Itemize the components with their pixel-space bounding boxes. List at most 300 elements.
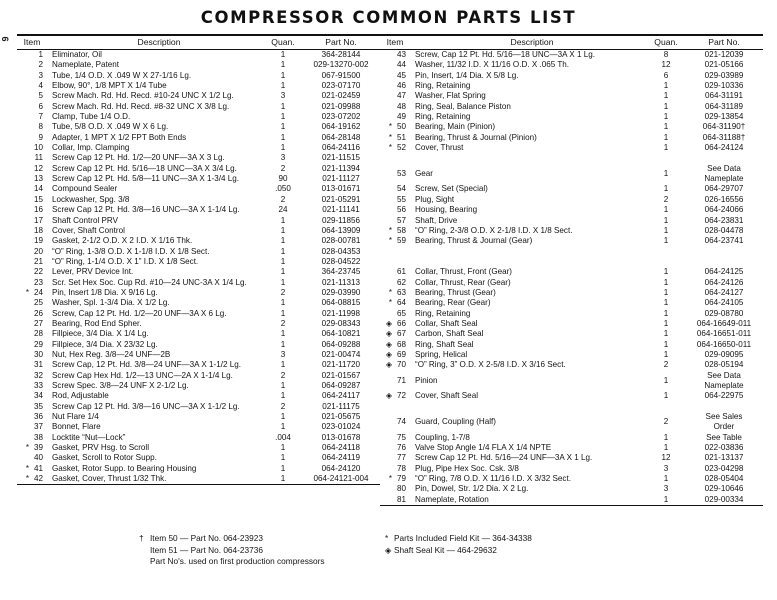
table-row <box>17 174 380 184</box>
cell-quantity: 1 <box>280 339 286 349</box>
parts-table-left <box>17 34 380 484</box>
cell-quantity: 1 <box>280 277 286 287</box>
cell-part-no: 064-16649-011 <box>696 318 752 328</box>
item-number: 21 <box>33 256 43 266</box>
item-number: 58 <box>396 225 406 235</box>
cell-item <box>17 205 47 215</box>
item-number: 71 <box>396 375 406 385</box>
cell-description: Fillpiece, 3/4 Dia. X 1/4 Lg. <box>52 329 149 339</box>
footnote-text: Part No's. used on first production compressors <box>150 556 325 567</box>
kit-marker-icon: ◈ <box>385 339 392 349</box>
table-row <box>17 81 380 91</box>
footnote-line <box>385 533 763 545</box>
table-row <box>380 91 763 101</box>
cell-item <box>380 216 410 226</box>
item-number: 72 <box>396 391 406 401</box>
table-body-right <box>380 50 763 506</box>
cell-part-no: 064-23741 <box>704 236 744 246</box>
table-row <box>380 133 763 143</box>
cell-item <box>17 474 47 484</box>
footnote-text: Parts Included Field Kit — 364-34338 <box>394 533 532 543</box>
col-header-part-no: Part No. <box>683 35 763 50</box>
cell-item <box>380 133 410 143</box>
cell-quantity: 1 <box>663 215 669 225</box>
kit-marker-icon: * <box>388 298 392 308</box>
item-number: 79 <box>396 474 406 484</box>
cell-part-no: 064-24105 <box>704 298 744 308</box>
table-row <box>17 60 380 70</box>
cell-part-no: 021-11394 <box>321 163 361 173</box>
kit-marker-icon: * <box>388 236 392 246</box>
cell-quantity <box>649 153 683 163</box>
table-row <box>17 402 380 412</box>
cell-item <box>17 288 47 298</box>
cell-part-no: 064-24120 <box>321 463 361 473</box>
cell-part-no: 028-05404 <box>704 474 744 484</box>
cell-part-no: 064-24125 <box>704 267 744 277</box>
cell-description: Ring, Seal, Balance Piston <box>415 101 511 111</box>
cell-description: Screw Cap 12 Pt. Hd. 5/16—24 UNF—3A X 1 Lg. <box>415 453 593 463</box>
table-row <box>17 278 380 288</box>
item-number: 61 <box>396 267 406 277</box>
cell-item <box>380 278 410 288</box>
page-folio: 9 <box>0 36 11 42</box>
table-row <box>17 71 380 81</box>
cell-description: Screw Cap Hex Hd. 1/2—13 UNC—2A X 1-1/4 Lg. <box>52 370 233 380</box>
cell-part-no: 064-22975 <box>704 391 744 401</box>
cell-item <box>380 484 410 494</box>
cell-description: Collar, Thrust, Front (Gear) <box>415 267 513 277</box>
cell-description: Housing, Bearing <box>415 205 478 215</box>
cell-description: Pin, Dowel, Str. 1/2 Dia. X 2 Lg. <box>415 484 529 494</box>
cell-quantity <box>649 257 683 267</box>
item-number: 42 <box>33 474 43 484</box>
cell-item <box>380 112 410 122</box>
cell-part-no <box>683 257 763 267</box>
cell-item <box>17 278 47 288</box>
table-row <box>17 267 380 277</box>
cell-quantity: 8 <box>663 50 669 59</box>
cell-description: Screw Cap 12 Pt. Hd. 3/8—16 UNC—3A X 1-1/4 Lg. <box>52 205 240 215</box>
cell-part-no: 064-29707 <box>704 184 744 194</box>
cell-quantity: 1 <box>663 122 669 132</box>
cell-item <box>380 153 410 163</box>
cell-quantity: 1 <box>280 225 286 235</box>
cell-description: Ring, Retaining <box>415 112 471 122</box>
cell-description: Washer, Spl. 1-3/4 Dia. X 1/2 Lg. <box>52 298 170 308</box>
cell-item <box>380 102 410 112</box>
cell-part-no: 064-31189 <box>704 101 744 111</box>
cell-part-no: 028-05194 <box>704 360 744 370</box>
kit-marker-icon: * <box>388 132 392 142</box>
table-row <box>17 50 380 61</box>
footnote-text: Item 51 — Part No. 064-23736 <box>150 544 263 555</box>
cell-description: Lever, PRV Device Int. <box>52 267 134 277</box>
cell-part-no <box>683 247 763 257</box>
part-no-line: See Data <box>707 163 741 173</box>
cell-quantity: 1 <box>663 329 669 339</box>
cell-quantity: 12 <box>661 453 671 463</box>
table-row <box>380 102 763 112</box>
cell-part-no: 029-10336 <box>704 81 744 91</box>
cell-item <box>380 495 410 505</box>
cell-part-no: 064-24117 <box>321 391 361 401</box>
cell-part-no: 021-09988 <box>321 101 361 111</box>
cell-description: Fillpiece, 3/4 Dia. X 23/32 Lg. <box>52 339 158 349</box>
item-number: 45 <box>396 70 406 80</box>
table-body-left <box>17 50 380 485</box>
part-no-line: Nameplate <box>704 381 744 390</box>
cell-item <box>380 247 410 257</box>
part-no-line: Nameplate <box>704 174 744 184</box>
cell-item <box>380 453 410 463</box>
cell-item <box>380 257 410 267</box>
cell-item <box>380 71 410 81</box>
cell-quantity: 1 <box>280 236 286 246</box>
item-number: 66 <box>396 318 406 328</box>
cell-item <box>380 195 410 205</box>
cell-part-no: 064-09288 <box>321 339 361 349</box>
cell-item <box>380 329 410 339</box>
item-number: 50 <box>396 122 406 132</box>
cell-item <box>17 133 47 143</box>
cell-item <box>17 216 47 226</box>
table-row <box>17 236 380 246</box>
item-number: 9 <box>38 132 43 142</box>
cell-description: Coupling, 1-7/8 <box>415 432 470 442</box>
cell-part-no: 064-09287 <box>321 381 361 390</box>
item-number: 22 <box>33 267 43 277</box>
cell-description: Carbon, Shaft Seal <box>415 329 484 339</box>
table-row <box>380 278 763 288</box>
cell-quantity: 1 <box>280 70 286 80</box>
table-row <box>17 102 380 112</box>
footnote-line <box>139 533 385 545</box>
item-number: 24 <box>33 287 43 297</box>
parts-table-right-wrap <box>380 34 763 505</box>
cell-part-no: 023-04298 <box>704 463 744 473</box>
table-spacer-row <box>380 402 763 412</box>
cell-quantity <box>649 247 683 257</box>
cell-description: Shaft Control PRV <box>52 215 118 225</box>
cell-description: Spring, Helical <box>415 349 468 359</box>
cell-description: Nut, Hex Reg. 3/8—24 UNF—2B <box>52 349 171 359</box>
cell-item <box>17 391 47 401</box>
cell-description: Ring, Retaining <box>415 81 471 91</box>
table-row <box>380 309 763 319</box>
cell-item <box>17 402 47 412</box>
cell-description <box>410 402 649 412</box>
kit-marker-icon: ◈ <box>385 391 392 401</box>
footnotes-right <box>385 533 763 568</box>
cell-description: Bearing, Thrust (Gear) <box>415 287 496 297</box>
cell-item <box>17 371 47 381</box>
table-row <box>380 226 763 236</box>
kit-marker-icon: ◈ <box>385 360 392 370</box>
item-number: 32 <box>33 370 43 380</box>
table-spacer-row <box>380 153 763 163</box>
cell-description: Cover, Shaft Control <box>52 225 125 235</box>
cell-description: Nameplate, Patent <box>52 60 120 70</box>
kit-marker-icon: * <box>388 287 392 297</box>
item-number: 34 <box>33 391 43 401</box>
cell-quantity: 1 <box>280 463 286 473</box>
cell-quantity: 2 <box>280 318 286 328</box>
cell-description: Shaft, Drive <box>415 215 458 225</box>
cell-part-no: 021-01567 <box>321 370 361 380</box>
cell-item <box>17 236 47 246</box>
table-row <box>380 288 763 298</box>
item-number: 11 <box>34 153 43 163</box>
cell-quantity: 2 <box>663 194 669 204</box>
cell-part-no <box>683 153 763 163</box>
table-row <box>380 164 763 185</box>
cell-item <box>17 350 47 360</box>
cell-description: Screw Mach. Rd. Hd. Recd. #10-24 UNC X 1/2 Lg. <box>52 91 234 101</box>
cell-item <box>380 205 410 215</box>
cell-item <box>17 267 47 277</box>
cell-quantity: 1 <box>280 81 286 91</box>
item-number: 56 <box>396 205 406 215</box>
cell-part-no: 029-03989 <box>704 70 744 80</box>
table-row <box>380 495 763 505</box>
cell-item <box>17 422 47 432</box>
item-number: 39 <box>33 443 43 453</box>
cell-description: Cover, Shaft Seal <box>415 391 478 401</box>
table-row <box>17 195 380 205</box>
cell-part-no: 028-04353 <box>321 246 361 256</box>
item-number: 17 <box>33 215 43 225</box>
table-row <box>17 443 380 453</box>
cell-item <box>17 257 47 267</box>
cell-description: Gasket, Rotor Supp. to Bearing Housing <box>52 463 197 473</box>
cell-item <box>17 226 47 236</box>
cell-quantity: 1 <box>280 132 286 142</box>
cell-item <box>380 350 410 360</box>
cell-item <box>17 50 47 61</box>
item-number: 2 <box>38 60 43 70</box>
item-number: 68 <box>396 339 406 349</box>
item-number: 54 <box>396 184 406 194</box>
cell-item <box>17 247 47 257</box>
item-number: 41 <box>33 463 43 473</box>
cell-part-no: 064-19162 <box>321 122 361 132</box>
item-number: 12 <box>33 163 43 173</box>
cell-description: Lockwasher, Spg. 3/8 <box>52 194 130 204</box>
table-row <box>17 412 380 422</box>
cell-part-no: 064-24126 <box>704 277 744 287</box>
cell-part-no: 364-23745 <box>321 267 361 277</box>
cell-part-no: 064-31191 <box>704 91 744 101</box>
cell-quantity: .050 <box>275 184 291 194</box>
cell-description: Gear <box>415 168 433 178</box>
item-number: 78 <box>396 463 406 473</box>
item-number: 28 <box>33 329 43 339</box>
item-number: 31 <box>33 360 43 370</box>
table-row <box>380 453 763 463</box>
item-number: 49 <box>396 112 406 122</box>
cell-part-no: 029-08780 <box>704 308 744 318</box>
cell-quantity: 3 <box>663 484 669 494</box>
cell-description: Screw Mach. Rd. Hd. Recd. #8-32 UNC X 3/8 Lg. <box>52 101 230 111</box>
table-row <box>17 340 380 350</box>
kit-marker-icon: * <box>25 443 29 453</box>
cell-item <box>17 174 47 184</box>
parts-tables <box>17 34 763 505</box>
cell-quantity: 3 <box>280 153 286 163</box>
cell-part-no: 029-11856 <box>321 215 361 225</box>
kit-marker-icon: * <box>388 143 392 153</box>
cell-quantity: 3 <box>280 349 286 359</box>
cell-item <box>380 309 410 319</box>
cell-quantity: 1 <box>280 381 286 390</box>
item-number: 46 <box>396 81 406 91</box>
cell-description: “O” Ring, 1-3/8 O.D. X 1-1/8 I.D. X 1/8 Sect. <box>52 246 210 256</box>
item-number: 67 <box>396 329 406 339</box>
item-number: 16 <box>33 205 43 215</box>
cell-part-no: 021-05675 <box>321 412 361 422</box>
cell-quantity: 1 <box>280 112 286 122</box>
cell-item <box>17 81 47 91</box>
cell-part-no <box>683 412 763 433</box>
footnote-line <box>385 545 763 557</box>
item-number: 63 <box>396 287 406 297</box>
table-row <box>380 112 763 122</box>
cell-quantity: 1 <box>663 432 669 442</box>
cell-part-no: 013-01671 <box>321 184 361 194</box>
item-number: 1 <box>38 50 43 59</box>
cell-item <box>17 60 47 70</box>
cell-part-no: 021-13137 <box>704 453 744 463</box>
cell-description: Clamp, Tube 1/4 O.D. <box>52 112 131 122</box>
cell-quantity: 1 <box>663 287 669 297</box>
table-row <box>17 122 380 132</box>
table-row <box>380 60 763 70</box>
item-number: 53 <box>396 168 406 178</box>
cell-part-no: 021-02459 <box>321 91 361 101</box>
table-row <box>380 360 763 370</box>
item-number: 26 <box>33 308 43 318</box>
item-number: 64 <box>396 298 406 308</box>
item-number: 77 <box>396 453 406 463</box>
cell-item <box>380 298 410 308</box>
cell-part-no: 364-28144 <box>321 50 361 59</box>
item-number: 76 <box>396 443 406 453</box>
table-row <box>380 433 763 443</box>
item-number: 43 <box>396 50 406 59</box>
item-number: 3 <box>38 70 43 80</box>
item-number: 30 <box>33 349 43 359</box>
table-row <box>380 143 763 153</box>
cell-description: Collar, Thrust, Rear (Gear) <box>415 277 511 287</box>
cell-item <box>380 443 410 453</box>
table-row <box>380 329 763 339</box>
cell-description: Ring, Shaft Seal <box>415 339 474 349</box>
cell-item <box>17 412 47 422</box>
cell-description: Guard, Coupling (Half) <box>415 417 496 427</box>
item-number: 52 <box>396 143 406 153</box>
table-row <box>17 205 380 215</box>
cell-quantity: 1 <box>663 308 669 318</box>
cell-part-no: 021-11127 <box>322 174 360 184</box>
col-header-item: Item <box>17 35 47 50</box>
cell-part-no: 064-28148 <box>321 132 361 142</box>
footnote-line <box>139 556 385 568</box>
cell-item <box>17 453 47 463</box>
cell-part-no: 021-11998 <box>321 308 361 318</box>
cell-description: Gasket, PRV Hsg. to Scroll <box>52 443 150 453</box>
table-row <box>380 371 763 392</box>
cell-quantity: 1 <box>663 375 669 385</box>
table-row <box>17 464 380 474</box>
cell-quantity: 1 <box>280 443 286 453</box>
kit-marker-icon: * <box>388 225 392 235</box>
cell-description: Screw Spec. 3/8—24 UNF X 2-1/2 Lg. <box>52 381 189 390</box>
cell-item <box>380 391 410 401</box>
footnotes-left <box>17 533 385 568</box>
cell-part-no: 026-16556 <box>704 194 744 204</box>
cell-description: Screw Cap 12 Pt. Hd. 3/8—16 UNC—3A X 1-1/2 Lg. <box>52 401 240 411</box>
cell-part-no: 023-07202 <box>321 112 361 122</box>
cell-description: Cover, Thrust <box>415 143 464 153</box>
cell-item <box>17 102 47 112</box>
footnote-line <box>139 545 385 557</box>
footnote-text: Item 50 — Part No. 064-23923 <box>150 533 263 543</box>
cell-item <box>17 184 47 194</box>
table-row <box>380 350 763 360</box>
col-header-description: Description <box>410 35 649 50</box>
table-row <box>17 381 380 391</box>
table-row <box>17 112 380 122</box>
cell-part-no: 021-12039 <box>704 50 744 59</box>
item-number: 18 <box>33 225 43 235</box>
cell-description: Nameplate, Rotation <box>415 494 489 504</box>
cell-description: Scr. Set Hex Soc. Cup Rd. #10—24 UNC-3A X 1/4 Lg. <box>52 277 247 287</box>
table-row <box>380 216 763 226</box>
item-number: 59 <box>396 236 406 246</box>
cell-part-no: 064-13909 <box>321 225 361 235</box>
cell-part-no: 021-05291 <box>321 194 361 204</box>
cell-quantity: 1 <box>663 318 669 328</box>
cell-part-no: 064-31190† <box>702 122 746 132</box>
cell-quantity: 1 <box>663 168 669 178</box>
table-spacer-row <box>380 257 763 267</box>
cell-description: Screw, Cap 12 Pt. Hd. 1/2—20 UNF—3A X 6 Lg. <box>52 308 227 318</box>
cell-description: Bonnet, Flare <box>52 422 101 432</box>
table-row <box>17 288 380 298</box>
item-number: 37 <box>33 422 43 432</box>
cell-quantity: 1 <box>663 349 669 359</box>
item-number: 44 <box>396 60 406 70</box>
cell-item <box>380 319 410 329</box>
cell-quantity: 1 <box>280 267 286 277</box>
cell-part-no: 064-16651-011 <box>696 329 752 339</box>
cell-part-no: 029-09095 <box>704 349 744 359</box>
cell-part-no: 064-24118 <box>321 443 361 453</box>
cell-description: Rod, Adjustable <box>52 391 109 401</box>
table-row <box>380 464 763 474</box>
cell-quantity: 1 <box>663 298 669 308</box>
cell-part-no: 028-04522 <box>321 256 361 266</box>
table-row <box>17 216 380 226</box>
cell-quantity: 1 <box>280 298 286 308</box>
cell-quantity: 1 <box>280 246 286 256</box>
cell-description: Elbow, 90°, 1/8 MPT X 1/4 Tube <box>52 81 167 91</box>
cell-quantity: 2 <box>280 194 286 204</box>
cell-item <box>17 433 47 443</box>
cell-part-no: 029-13270-002 <box>313 60 369 70</box>
cell-quantity: 1 <box>663 443 669 453</box>
